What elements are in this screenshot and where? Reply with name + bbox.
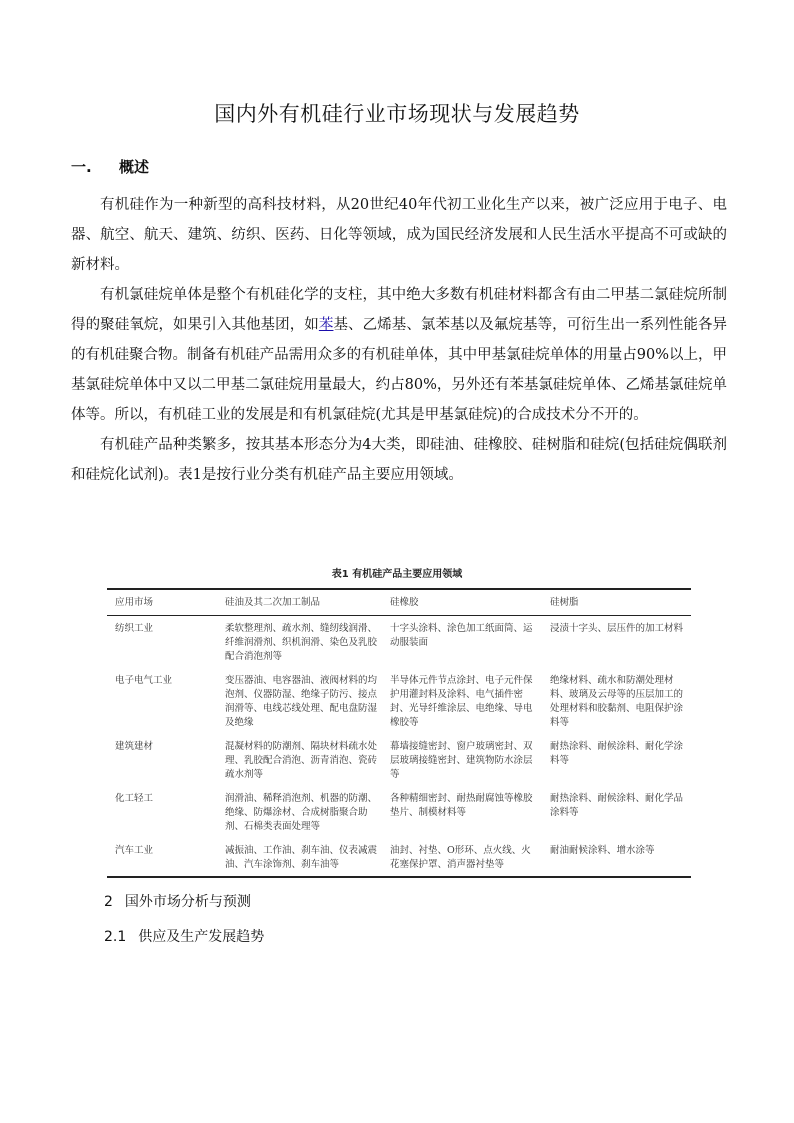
table-cell: 半导体元件节点涂封、电子元件保护用灌封料及涂料、电气插件密封、光导纤维涂层、电绝缘、导电橡胶等 (390, 675, 533, 728)
table-cell: 减振油、工作油、刹车油、仪表减震油、汽车涂饰剂、刹车油等 (217, 838, 382, 877)
table-header-cell: 硅油及其二次加工制品 (217, 589, 382, 616)
table-row (107, 616, 691, 669)
section-title: 概述 (119, 158, 150, 176)
section-heading-foreign-market (104, 891, 251, 911)
table-header-row (107, 589, 691, 616)
application-table (107, 588, 691, 878)
section-number: 2.1 (104, 929, 127, 945)
page-title: 国内外有机硅行业市场现状与发展趋势 (214, 102, 580, 126)
section-heading-supply-trend (104, 926, 264, 946)
table-cell: 混凝材料的防潮剂、隔块材料疏水处理、乳胶配合消泡、沥青消泡、瓷砖疏水剂等 (225, 741, 378, 780)
table-row (107, 838, 691, 877)
benzene-link[interactable]: 苯 (318, 317, 334, 333)
paragraph-2-text-b: 基、乙烯基、氯苯基以及氟烷基等，可衍生出一系列性能各异的有机硅聚合物。制备有机硅产品需用众多的有机硅单体，其中甲基氯硅烷单体的用量占90%以上，甲基氯硅烷单体中又以二甲基二氯硅烷用量最大，约占80%，另外还有苯基氯硅烷单体、乙烯基氯硅烷单体等。所以，有机硅工业的发展是和有机氯硅烷(尤其是甲基氯硅烷)的合成技术分不开的。 (71, 317, 728, 423)
table-cell: 耐热涂料、耐候涂料、耐化学品涂料等 (550, 793, 684, 818)
table-row (107, 734, 691, 786)
table-cell: 油封、衬垫、O形环、点火线、火花塞保护罩、消声器衬垫等 (382, 838, 542, 877)
table-cell: 纺织工业 (115, 623, 154, 634)
table-cell: 各种精细密封、耐热耐腐蚀等橡胶垫片、制模材料等 (390, 793, 533, 818)
table-header-cell: 硅橡胶 (382, 589, 542, 616)
table-cell: 润滑油、稀释消泡剂、机器的防潮、绝缘、防爆涂材、合成树脂聚合助剂、石棉类表面处理等 (225, 793, 378, 832)
section-heading-overview (71, 156, 149, 177)
table-cell: 汽车工业 (107, 838, 217, 877)
table-cell: 化工轻工 (115, 793, 154, 804)
section-number: 一. (71, 158, 92, 176)
paragraph-1: 有机硅作为一种新型的高科技材料，从20世纪40年代初工业化生产以来，被广泛应用于电子、电器、航空、航天、建筑、纺织、医药、日化等领域，成为国民经济发展和人民生活水平提高不可或缺的新材料。 (71, 197, 727, 273)
table-header-cell: 硅树脂 (542, 589, 691, 616)
section-title: 供应及生产发展趋势 (138, 929, 265, 945)
table-cell: 耐热涂料、耐候涂料、耐化学涂料等 (550, 741, 684, 766)
table-cell: 电子电气工业 (115, 675, 173, 686)
table-caption: 表1 有机硅产品主要应用领域 (331, 569, 463, 580)
body-text (71, 190, 727, 490)
section-number: 2 (104, 894, 113, 910)
table-cell: 十字头涂料、涂色加工纸面筒、运动服装面 (390, 623, 533, 648)
table-cell: 建筑建材 (115, 741, 154, 752)
paragraph-2-text-a: 有机氯硅烷单体是整个有机硅化学的支柱，其中绝大多数有机硅材料都含有由二甲基二氯硅烷所制得的聚硅氧烷，如果引入其他基团，如 (71, 287, 727, 333)
table-cell: 浸渍十字头、层压件的加工材料 (550, 623, 684, 634)
table-cell: 变压器油、电容器油、液阀材料的均泡剂、仪器防湿、绝缘子防污、接点润滑等、电线芯线处理、配电盘防湿及绝缘 (225, 675, 378, 728)
table-row (107, 668, 691, 734)
section-title: 国外市场分析与预测 (124, 894, 251, 910)
paragraph-2 (71, 280, 727, 430)
table-cell: 幕墙接缝密封、窗户玻璃密封、双层玻璃接缝密封、建筑物防水涂层等 (390, 741, 533, 780)
table-row (107, 786, 691, 838)
table-cell: 柔软整理剂、疏水剂、缝纫线润滑、纤维润滑剂、织机润滑、染色及乳胶配合消泡剂等 (225, 623, 378, 662)
table-header-cell: 应用市场 (107, 589, 217, 616)
paragraph-3: 有机硅产品种类繁多，按其基本形态分为4大类，即硅油、硅橡胶、硅树脂和硅烷(包括硅烷偶联剂和硅烷化试剂)。表1是按行业分类有机硅产品主要应用领域。 (71, 437, 727, 483)
table-cell: 耐油耐候涂料、增水涂等 (542, 838, 691, 877)
table-cell: 绝缘材料、疏水和防潮处理材料、玻璃及云母等的压层加工的处理材料和胶黏剂、电阻保护涂料等 (550, 675, 684, 728)
